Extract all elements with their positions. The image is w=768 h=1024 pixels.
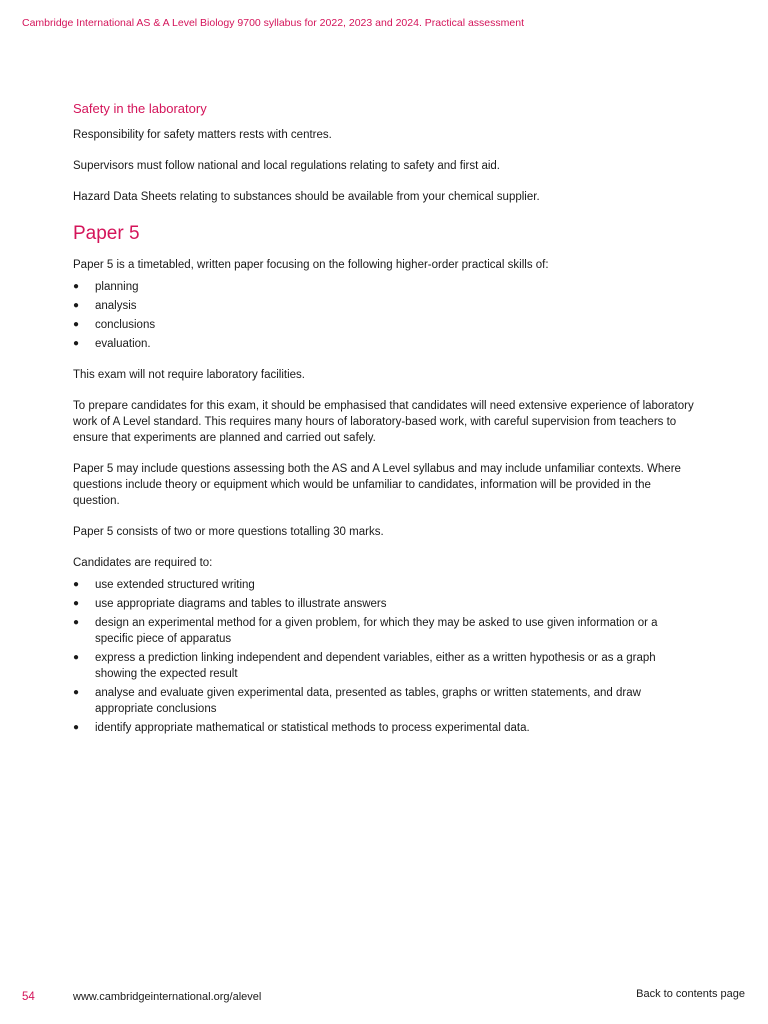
bullet-icon: ●: [73, 579, 80, 590]
page-number: 54: [22, 991, 35, 1003]
safety-paragraph: Hazard Data Sheets relating to substances should be available from your chemical supplier.: [73, 191, 540, 203]
requirements-list: [73, 577, 698, 736]
paper5-paragraph: This exam will not require laboratory facilities.: [73, 369, 306, 381]
requirements-intro: Candidates are required to:: [73, 557, 213, 569]
safety-paragraph: Supervisors must follow national and local regulations relating to safety and first aid.: [73, 160, 501, 172]
list-item: ● express a prediction linking independent and dependent variables, either as a written hypothesis or as a graph showing the expected result: [73, 652, 656, 680]
paper5-intro: Paper 5 is a timetabled, written paper focusing on the following higher-order practical skills of:: [73, 259, 549, 271]
back-to-contents-link[interactable]: Back to contents page: [636, 988, 745, 1000]
paper5-paragraph: To prepare candidates for this exam, it should be emphasised that candidates will need extensive experience of laboratory work of A Level standard. This requires many hours of laboratory-based work, with careful supervision from teachers to ensure that experiments are planned and carried out safely.: [73, 400, 694, 444]
paper5-heading: Paper 5: [73, 223, 140, 244]
skills-list: [73, 279, 698, 352]
running-header: Cambridge International AS & A Level Biology 9700 syllabus for 2022, 2023 and 2024. Practical assessment: [22, 17, 524, 29]
paper5-paragraph: Paper 5 may include questions assessing both the AS and A Level syllabus and may include unfamiliar contexts. Where questions include theory or equipment which would be unfamiliar to candidates, information will be provided in the question.: [73, 463, 681, 507]
list-item: ● evaluation.: [73, 338, 151, 350]
list-item: ● analyse and evaluate given experimental data, presented as tables, graphs or written statements, and draw appropriate conclusions: [73, 687, 641, 715]
safety-heading: Safety in the laboratory: [73, 101, 207, 116]
footer-url-link[interactable]: www.cambridgeinternational.org/alevel: [73, 991, 262, 1003]
list-item: ● use appropriate diagrams and tables to illustrate answers: [73, 598, 387, 610]
bullet-icon: ●: [73, 319, 80, 330]
paper5-paragraph: Paper 5 consists of two or more questions totalling 30 marks.: [73, 526, 384, 538]
bullet-icon: ●: [73, 652, 80, 663]
bullet-icon: ●: [73, 338, 80, 349]
list-item: ● use extended structured writing: [73, 579, 255, 591]
bullet-icon: ●: [73, 722, 80, 733]
list-item: ● identify appropriate mathematical or statistical methods to process experimental data.: [73, 722, 530, 734]
list-item: ● analysis: [73, 300, 137, 312]
bullet-icon: ●: [73, 281, 80, 292]
bullet-icon: ●: [73, 598, 80, 609]
bullet-icon: ●: [73, 300, 80, 311]
main-content: [73, 100, 698, 751]
list-item: ● design an experimental method for a given problem, for which they may be asked to use given information or a specific piece of apparatus: [73, 617, 658, 645]
bullet-icon: ●: [73, 617, 80, 628]
list-item: ● planning: [73, 281, 139, 293]
list-item: ● conclusions: [73, 319, 156, 331]
safety-paragraph: Responsibility for safety matters rests with centres.: [73, 129, 332, 141]
bullet-icon: ●: [73, 687, 80, 698]
